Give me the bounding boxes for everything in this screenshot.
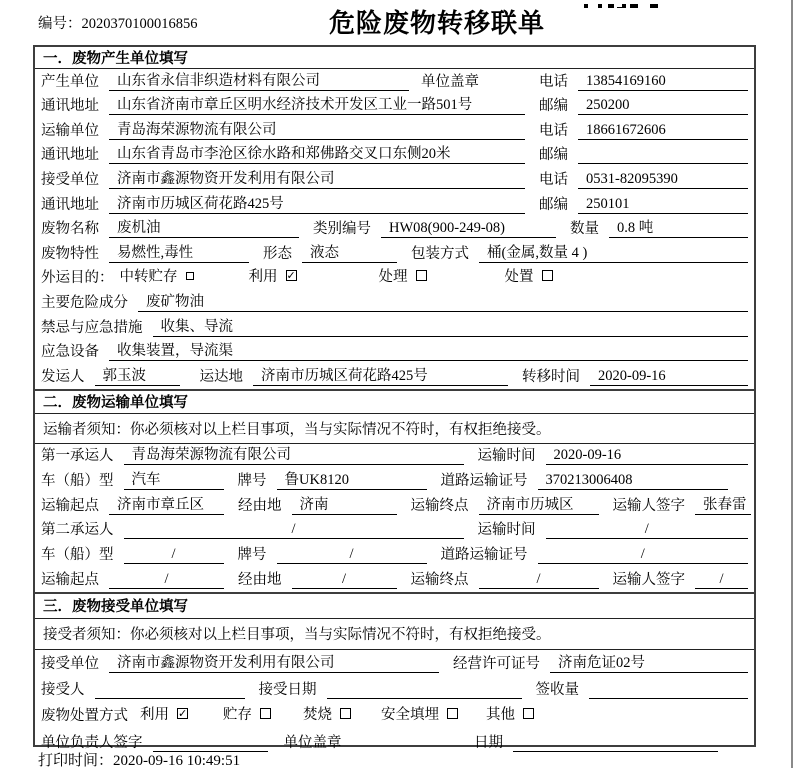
category-code-label: 类别编号: [313, 221, 371, 238]
route-origin-label: 运输起点: [41, 497, 99, 514]
route-via-field: [292, 493, 397, 515]
waste-property-label: 废物特性: [41, 245, 99, 262]
route-via-2-value: /: [341, 570, 347, 587]
accept-unit-value: 济南市鑫源物资开发利用有限公司: [117, 655, 335, 672]
checkbox-icon: [447, 708, 458, 719]
producer-address-value: 山东省济南市章丘区明水经济技术开发区工业一路501号: [117, 97, 473, 114]
accept-unit-field: [109, 651, 439, 673]
road-permit-2-field: [538, 546, 749, 564]
producer-zip-label: 邮编: [539, 98, 568, 115]
shipper-field: [95, 364, 180, 386]
row-waste-name: [35, 217, 754, 242]
checkbox-icon: [340, 708, 351, 719]
accept-date-field: [327, 682, 522, 699]
option-label: 贮存: [223, 707, 252, 724]
route-origin-value: 济南市章丘区: [117, 496, 204, 513]
plate-number-value: 鲁UK8120: [284, 472, 349, 489]
waste-name-field: [109, 216, 299, 238]
vehicle-type-2-field: [124, 546, 224, 564]
route-via-value: 济南: [299, 496, 329, 513]
plate-number-2-field: [277, 546, 427, 564]
section-receiver: [35, 592, 754, 755]
hazard-component-value: 废矿物油: [146, 293, 204, 310]
category-code-field: [381, 220, 556, 238]
packing-value: 桶(金属,数量 4 ): [487, 244, 588, 261]
route-origin-field: [109, 493, 224, 515]
carrier-signature-label: 运输人签字: [612, 497, 685, 514]
transfer-form: [33, 45, 756, 751]
checkbox-icon: [523, 708, 534, 719]
carrier-signature-2-field: [695, 571, 748, 589]
plate-number-label: 牌号: [237, 473, 267, 490]
hazard-component-field: [138, 290, 748, 312]
transport-unit-field: [109, 118, 525, 140]
second-carrier-value: /: [291, 521, 296, 538]
print-time-value: 2020-09-16 10:49:51: [113, 753, 241, 768]
plate-number-2-value: /: [349, 546, 354, 563]
option-store: [223, 703, 271, 724]
packing-label: 包装方式: [411, 245, 469, 262]
route-end-field: [479, 493, 599, 515]
producer-zip-value: 250200: [586, 97, 630, 114]
print-time-label: 打印时间：: [38, 753, 114, 768]
row-hazard-component: [35, 290, 754, 315]
receiver-notice: 接受者须知：你必须核对以上栏目事项，当与实际情况不符时，有权拒绝接受。: [35, 619, 754, 650]
option-utilize-2: [140, 703, 188, 724]
option-label: 利用: [140, 707, 169, 724]
accept-unit-label: 接受单位: [41, 656, 99, 673]
vehicle-type-2-value: /: [171, 546, 176, 563]
transport-time-2-value: /: [644, 521, 649, 538]
destination-field: [253, 364, 508, 386]
road-permit-field: [538, 472, 729, 490]
outbound-purpose-label: 外运目的：: [41, 270, 114, 287]
receiver-zip-value: 250101: [586, 195, 630, 212]
row-outbound-purpose: [35, 266, 754, 291]
document-number: [38, 12, 198, 33]
shipper-label: 发运人: [41, 368, 85, 385]
destination-value: 济南市历城区荷花路425号: [261, 367, 428, 384]
plate-number-2-label: 牌号: [237, 547, 267, 564]
emergency-equipment-value: 收集装置，导流渠: [117, 343, 233, 360]
route-end-2-label: 运输终点: [410, 571, 469, 588]
transport-phone-value: 18661672606: [586, 121, 666, 138]
carrier-signature-2-value: /: [719, 570, 724, 587]
signed-quantity-label: 签收量: [535, 682, 579, 699]
row-emergency-equipment: [35, 340, 754, 365]
page-title: 危险废物转移联单: [328, 9, 546, 38]
destination-label: 运达地: [199, 368, 243, 385]
receiver-unit-field: [109, 167, 525, 189]
date-field: [513, 735, 718, 752]
section-producer: [35, 47, 754, 389]
option-other: [486, 703, 534, 724]
vehicle-type-field: [124, 468, 224, 490]
responsible-signature-label: 单位负责人签字: [41, 734, 143, 751]
option-label: 处理: [378, 269, 408, 286]
transport-zip-field: [578, 147, 748, 164]
option-incinerate: [303, 703, 351, 724]
road-permit-label: 道路运输证号: [440, 473, 528, 490]
route-origin-2-label: 运输起点: [41, 571, 99, 588]
transport-phone-label: 电话: [539, 122, 568, 139]
waste-property-field: [109, 241, 249, 263]
row-second-carrier: [35, 518, 754, 543]
option-label: 处置: [504, 269, 534, 286]
producer-unit-value: 山东省永信非织造材料有限公司: [117, 72, 320, 89]
producer-phone-value: 13854169160: [586, 72, 666, 89]
carrier-signature-2-label: 运输人签字: [612, 571, 685, 588]
transfer-date-label: 转移时间: [522, 368, 580, 385]
option-transfer-storage: [120, 265, 194, 286]
route-origin-2-field: [109, 571, 224, 589]
producer-address-label: 通讯地址: [41, 98, 99, 115]
accept-date-label: 接受日期: [258, 682, 317, 699]
receiver-address-label: 通讯地址: [41, 196, 99, 213]
license-number-label: 经营许可证号: [453, 656, 540, 673]
emergency-equipment-field: [109, 339, 748, 361]
route-via-2-label: 经由地: [238, 571, 282, 588]
row-shipper: [35, 364, 754, 389]
section-transporter-header: 二．废物运输单位填写: [35, 391, 754, 414]
waste-property-value: 易燃性,毒性: [117, 244, 194, 261]
emergency-equipment-label: 应急设备: [41, 344, 99, 361]
option-dispose: [505, 265, 553, 286]
form-state-label: 形态: [263, 245, 292, 262]
quantity-field: [609, 216, 748, 238]
checkbox-icon: [260, 708, 271, 719]
signed-quantity-field: [589, 682, 748, 699]
acceptor-field: [95, 682, 245, 699]
receiver-phone-label: 电话: [539, 171, 568, 188]
quantity-label: 数量: [570, 221, 599, 238]
route-end-2-value: /: [536, 570, 541, 587]
vehicle-type-2-label: 车（船）型: [41, 547, 114, 564]
plate-number-field: [277, 468, 427, 490]
checkbox-checked-icon: ✓: [178, 707, 188, 721]
row-transport-address: [35, 143, 754, 168]
row-vehicle-2: [35, 542, 754, 567]
license-number-field: [550, 651, 748, 673]
second-carrier-label: 第二承运人: [41, 522, 114, 539]
route-origin-2-value: /: [164, 570, 169, 587]
form-state-value: 液态: [310, 244, 339, 261]
transport-phone-field: [578, 122, 748, 140]
receiver-phone-field: [578, 171, 748, 189]
producer-address-field: [109, 93, 525, 115]
option-label: 中转贮存: [119, 269, 178, 286]
transport-address-label: 通讯地址: [41, 147, 99, 164]
receiver-unit-value: 济南市鑫源物资开发利用有限公司: [117, 170, 335, 187]
producer-unit-field: [109, 69, 409, 91]
transfer-date-value: 2020-09-16: [598, 367, 666, 384]
row-receiver-unit: [35, 167, 754, 192]
option-landfill: [381, 703, 458, 724]
transport-unit-label: 运输单位: [41, 122, 99, 139]
row-vehicle-1: [35, 468, 754, 493]
shipper-value: 郭玉波: [102, 367, 146, 384]
checkbox-icon: [416, 270, 427, 281]
document-number-value: 2020370100016856: [81, 16, 198, 32]
row-route-1: [35, 493, 754, 518]
category-code-value: HW08(900-249-08): [389, 220, 505, 237]
checkbox-icon: [186, 272, 194, 280]
row-acceptor: [35, 676, 754, 702]
transporter-notice: 运输者须知：你必须核对以上栏目事项，当与实际情况不符时，有权拒绝接受。: [35, 414, 754, 444]
transport-address-value: 山东省青岛市李沧区徐水路和郑佛路交叉口东侧20米: [117, 146, 451, 163]
option-label: 其他: [486, 707, 515, 724]
route-end-value: 济南市历城区: [486, 496, 574, 513]
receiver-zip-label: 邮编: [539, 196, 568, 213]
row-first-carrier: [35, 444, 754, 469]
row-emergency-measures: [35, 315, 754, 340]
document-number-label: 编号：: [38, 16, 82, 32]
first-carrier-label: 第一承运人: [41, 448, 114, 465]
transport-unit-value: 青岛海荣源物流有限公司: [117, 121, 277, 138]
row-producer-unit: [35, 69, 754, 94]
waste-name-label: 废物名称: [41, 221, 99, 238]
emergency-measures-label: 禁忌与应急措施: [41, 319, 143, 336]
row-route-2: [35, 567, 754, 592]
transport-time-2-field: [546, 521, 749, 539]
vehicle-type-label: 车（船）型: [41, 473, 114, 490]
transport-time-label: 运输时间: [477, 448, 536, 465]
transport-time-value: 2020-09-16: [553, 447, 622, 464]
acceptor-label: 接受人: [41, 682, 85, 699]
emergency-measures-field: [153, 315, 749, 337]
first-carrier-field: [124, 443, 464, 465]
row-disposal-method: [35, 702, 754, 728]
producer-unit-label: 产生单位: [41, 73, 99, 90]
row-producer-address: [35, 94, 754, 119]
option-utilize: [249, 265, 297, 286]
option-label: 安全填埋: [381, 707, 439, 724]
unit-seal-label: 单位盖章: [421, 73, 479, 90]
producer-phone-field: [578, 73, 748, 91]
quantity-value: 0.8 吨: [617, 220, 654, 237]
road-permit-2-label: 道路运输证号: [440, 547, 528, 564]
option-treat: [379, 265, 427, 286]
transfer-date-field: [590, 368, 748, 386]
route-end-label: 运输终点: [410, 497, 469, 514]
producer-zip-field: [578, 97, 748, 115]
row-accept-unit: [35, 650, 754, 676]
route-via-2-field: [292, 571, 397, 589]
section-producer-header: 一．废物产生单位填写: [35, 47, 754, 69]
route-via-label: 经由地: [238, 497, 282, 514]
checkbox-checked-icon: ✓: [286, 269, 296, 283]
print-time: [38, 749, 240, 768]
transport-time-2-label: 运输时间: [477, 522, 536, 539]
second-carrier-field: [124, 521, 464, 539]
receiver-address-field: [109, 192, 525, 214]
date-label: 日期: [474, 734, 503, 751]
receiver-zip-field: [578, 196, 748, 214]
receiver-phone-value: 0531-82095390: [586, 170, 678, 187]
road-permit-value: 370213006408: [545, 472, 633, 489]
checkbox-icon: [542, 270, 553, 281]
license-number-value: 济南危证02号: [558, 655, 645, 672]
transport-zip-label: 邮编: [539, 147, 568, 164]
section-transporter: [35, 389, 754, 592]
carrier-signature-value: 张春雷: [703, 496, 747, 513]
page-right-edge-line: [791, 0, 793, 768]
option-label: 焚烧: [303, 707, 332, 724]
unit-seal-2-label: 单位盖章: [283, 734, 342, 751]
route-end-2-field: [479, 571, 599, 589]
qr-code-fragment-icon: [584, 0, 660, 8]
carrier-signature-field: [695, 493, 751, 515]
packing-field: [479, 241, 748, 263]
receiver-unit-label: 接受单位: [41, 171, 99, 188]
vehicle-type-value: 汽车: [131, 472, 161, 489]
receiver-address-value: 济南市历城区荷花路425号: [117, 195, 284, 212]
first-carrier-value: 青岛海荣源物流有限公司: [131, 447, 291, 464]
row-transport-unit: [35, 118, 754, 143]
emergency-measures-value: 收集、导流: [160, 318, 233, 335]
producer-phone-label: 电话: [539, 73, 568, 90]
form-state-field: [302, 241, 397, 263]
row-receiver-address: [35, 192, 754, 217]
option-label: 利用: [248, 269, 278, 286]
section-receiver-header: 三．废物接受单位填写: [35, 594, 754, 619]
transport-time-field: [546, 447, 749, 465]
waste-name-value: 废机油: [117, 220, 161, 237]
road-permit-2-value: /: [640, 546, 645, 563]
disposal-method-label: 废物处置方式: [41, 708, 128, 725]
transport-address-field: [109, 142, 525, 164]
row-waste-property: [35, 241, 754, 266]
hazard-component-label: 主要危险成分: [41, 294, 128, 311]
